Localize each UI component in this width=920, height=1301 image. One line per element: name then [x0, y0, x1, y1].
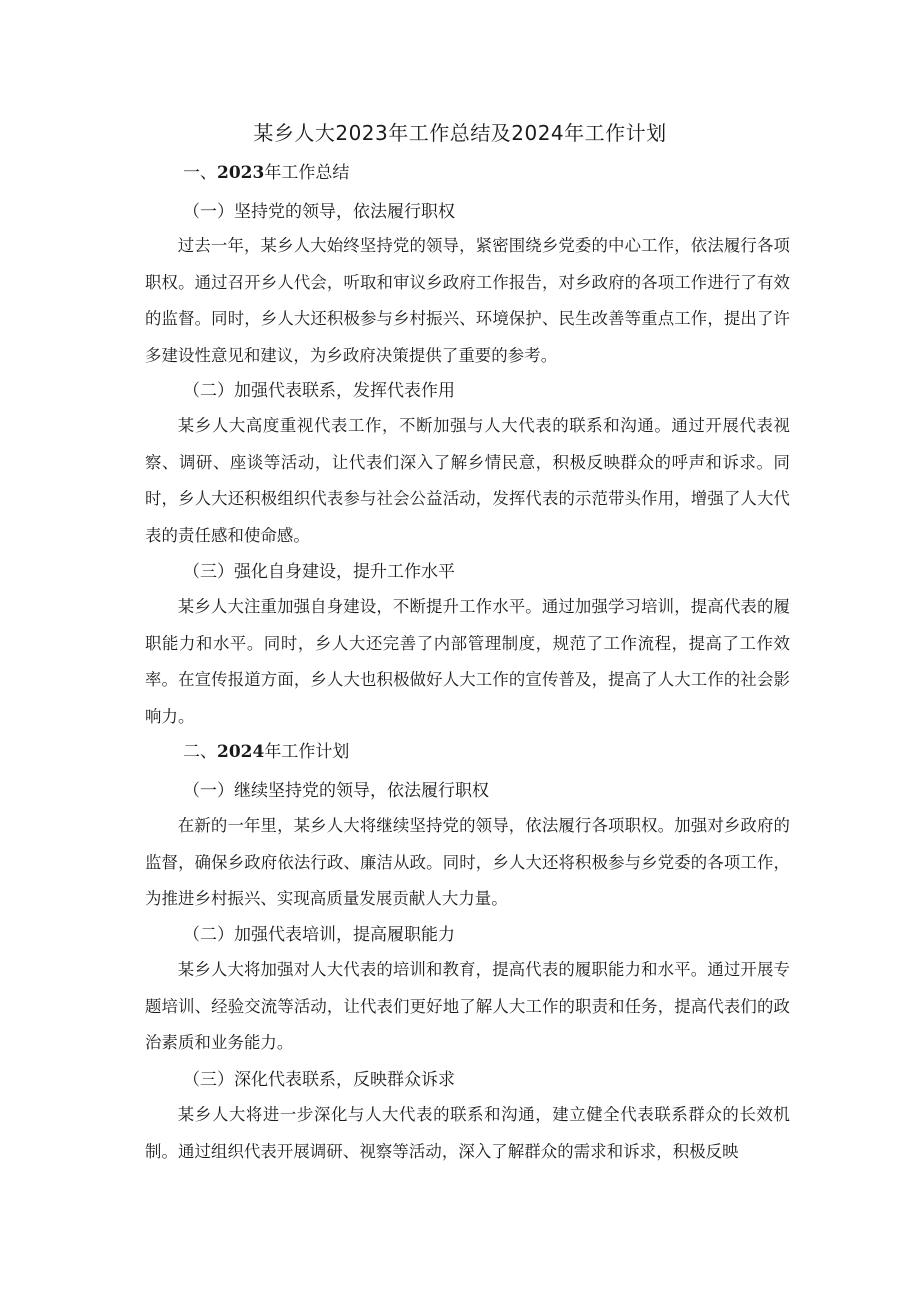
section-year: 2024 [217, 742, 265, 762]
section-heading-2024 [183, 739, 349, 765]
paragraph-1-2: 某乡人大高度重视代表工作，不断加强与人大代表的联系和沟通。通过开展代表视察、调研、座谈等活动，让代表们深入了解乡情民意，积极反映群众的呼声和诉求。同时，乡人大还积极组织代表参与社会公益活动，发挥代表的示范带头作用，增强了人大代表的责任感和使命感。 [145, 416, 790, 545]
subheading-2-2: （二）加强代表培训，提高履职能力 [183, 925, 455, 945]
subheading-1-2: （二）加强代表联系，发挥代表作用 [183, 381, 455, 401]
paragraph-1-3: 某乡人大注重加强自身建设，不断提升工作水平。通过加强学习培训，提高代表的履职能力和水平。同时，乡人大还完善了内部管理制度，规范了工作流程，提高了工作效率。在宣传报道方面，乡人大也积极做好人大工作的宣传普及，提高了人大工作的社会影响力。 [145, 597, 790, 726]
subheading-1-3: （三）强化自身建设，提升工作水平 [183, 562, 455, 582]
paragraph-2-2: 某乡人大将加强对人大代表的培训和教育，提高代表的履职能力和水平。通过开展专题培训、经验交流等活动，让代表们更好地了解人大工作的职责和任务，提高代表们的政治素质和业务能力。 [145, 960, 790, 1052]
subheading-2-3: （三）深化代表联系，反映群众诉求 [183, 1070, 455, 1090]
subheading-2-1: （一）继续坚持党的领导，依法履行职权 [183, 781, 489, 801]
section-prefix: 二、 [183, 742, 217, 762]
subheading-1-1: （一）坚持党的领导，依法履行职权 [183, 202, 455, 222]
section-year: 2023 [217, 163, 265, 183]
paragraph-2-3: 某乡人大将进一步深化与人大代表的联系和沟通，建立健全代表联系群众的长效机制。通过组织代表开展调研、视察等活动，深入了解群众的需求和诉求，积极反映 [145, 1105, 790, 1161]
section-prefix: 一、 [183, 163, 217, 183]
document-title: 某乡人大2023年工作总结及2024年工作计划 [253, 121, 667, 145]
paragraph-1-1: 过去一年，某乡人大始终坚持党的领导，紧密围绕乡党委的中心工作，依法履行各项职权。通过召开乡人代会，听取和审议乡政府工作报告，对乡政府的各项工作进行了有效的监督。同时，乡人大还积极参与乡村振兴、环境保护、民生改善等重点工作，提出了许多建设性意见和建议，为乡政府决策提供了重要的参考。 [145, 236, 790, 365]
section-suffix: 年工作计划 [264, 742, 350, 762]
section-heading-2023 [183, 160, 349, 186]
paragraph-2-1: 在新的一年里，某乡人大将继续坚持党的领导，依法履行各项职权。加强对乡政府的监督，确保乡政府依法行政、廉洁从政。同时，乡人大还将积极参与乡党委的各项工作，为推进乡村振兴、实现高质量发展贡献人大力量。 [145, 816, 790, 908]
section-suffix: 年工作总结 [264, 163, 350, 183]
